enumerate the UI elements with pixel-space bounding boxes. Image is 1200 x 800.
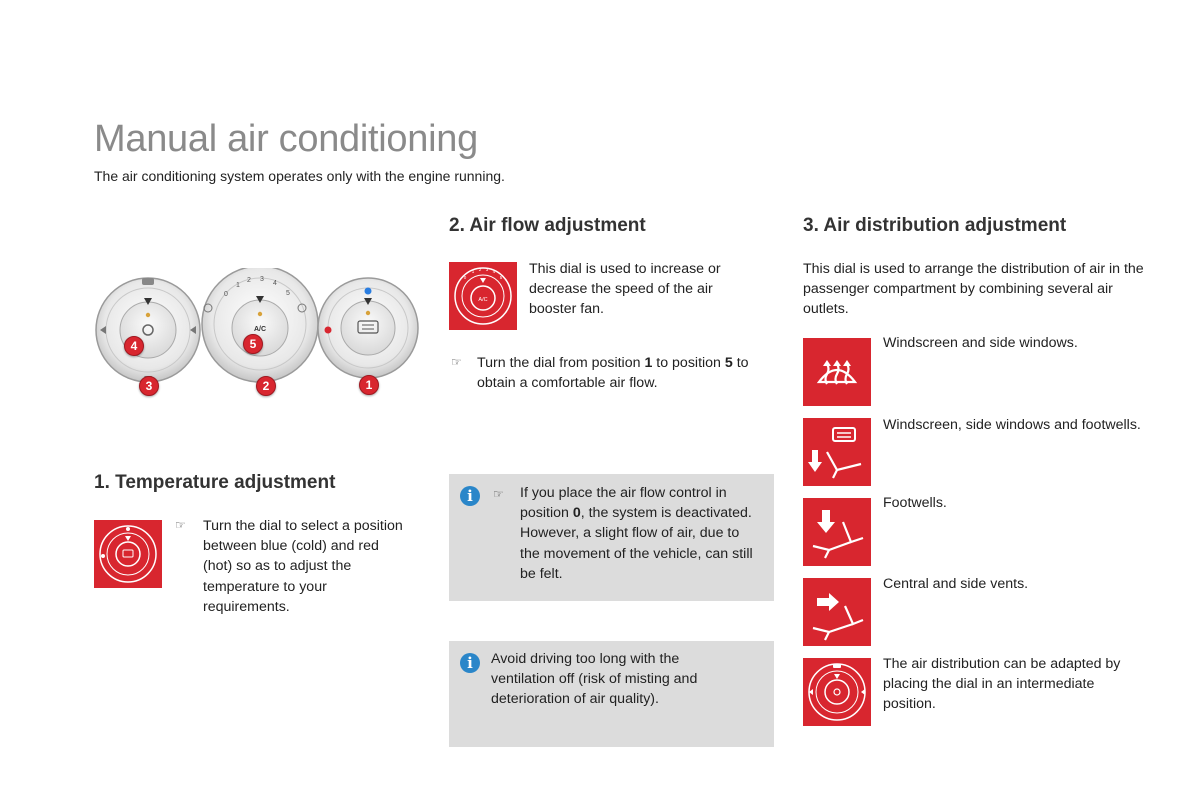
windscreen-footwell-icon xyxy=(803,418,871,486)
distribution-item-label: Central and side vents. xyxy=(883,576,1029,592)
fan-dial xyxy=(202,268,318,382)
svg-text:4: 4 xyxy=(492,269,496,274)
fan-dial-icon-ac-label: A/C xyxy=(478,297,488,303)
temperature-dial xyxy=(318,278,418,378)
distribution-item-label: Footwells. xyxy=(883,495,947,511)
distribution-heading: 3. Air distribution adjustment xyxy=(803,215,1067,236)
svg-text:3: 3 xyxy=(485,267,489,272)
scale-4-label: 4 xyxy=(273,280,277,287)
temperature-dial-thumbnail xyxy=(94,520,162,588)
face-vent-icon xyxy=(803,578,871,646)
temperature-text: Turn the dial to select a position between blue (cold) and red (hot) so as to adjust the temperature to your requirements. xyxy=(203,518,403,615)
control-panel-illustration xyxy=(92,268,422,398)
distribution-dial-icon xyxy=(803,658,871,726)
scale-1-label: 1 xyxy=(236,282,240,289)
airflow-dial-thumbnail xyxy=(449,262,517,330)
info-text-1: If you place the air flow control in position 0, the system is deactivated. However, a slight flow of air, due to the movement of the vehicle, can still be felt. xyxy=(520,485,753,582)
airflow-step: Turn the dial from position 1 to position 5 to obtain a comfortable air flow. xyxy=(477,355,749,392)
airflow-bullet: ☞ xyxy=(451,355,462,369)
callout-4: 4 xyxy=(124,336,144,356)
scale-0-label: 0 xyxy=(224,291,228,298)
airflow-heading: 2. Air flow adjustment xyxy=(449,215,646,236)
svg-text:0: 0 xyxy=(463,275,467,280)
airflow-info-box-2 xyxy=(449,641,774,747)
fan-dial-ac-label: A/C xyxy=(253,326,267,333)
info-text-2: Avoid driving too long with the ventilation off (risk of misting and deterioration of air quality). xyxy=(491,651,698,708)
callout-2: 2 xyxy=(256,376,276,396)
temperature-dial-icon xyxy=(94,520,162,588)
page-subtitle: The air conditioning system operates only with the engine running. xyxy=(94,168,505,184)
temperature-bullet: ☞ xyxy=(175,518,186,532)
page-title: Manual air conditioning xyxy=(94,118,478,160)
distribution-item-label: Windscreen, side windows and footwells. xyxy=(883,417,1141,433)
distribution-item-label: The air distribution can be adapted by placing the dial in an intermediate position. xyxy=(883,656,1121,713)
svg-text:2: 2 xyxy=(478,267,482,272)
fan-dial-icon xyxy=(449,262,517,330)
distribution-item-label: Windscreen and side windows. xyxy=(883,335,1078,351)
temperature-heading: 1. Temperature adjustment xyxy=(94,472,336,493)
info-icon: i xyxy=(460,486,480,506)
distribution-dial xyxy=(96,278,200,382)
svg-text:1: 1 xyxy=(471,269,475,274)
windscreen-demist-icon xyxy=(803,338,871,406)
info-icon: i xyxy=(460,653,480,673)
scale-5-label: 5 xyxy=(286,290,290,297)
scale-3-label: 3 xyxy=(260,276,264,283)
callout-1: 1 xyxy=(359,375,379,395)
callout-3: 3 xyxy=(139,376,159,396)
svg-text:5: 5 xyxy=(499,275,503,280)
callout-5: 5 xyxy=(243,334,263,354)
airflow-info-box-1 xyxy=(449,474,774,601)
footwell-icon xyxy=(803,498,871,566)
scale-2-label: 2 xyxy=(247,277,251,284)
airflow-intro: This dial is used to increase or decrease the speed of the air booster fan. xyxy=(529,261,721,318)
distribution-intro: This dial is used to arrange the distribution of air in the passenger compartment by combining several air outlets. xyxy=(803,261,1144,318)
info-bullet: ☞ xyxy=(493,487,504,501)
